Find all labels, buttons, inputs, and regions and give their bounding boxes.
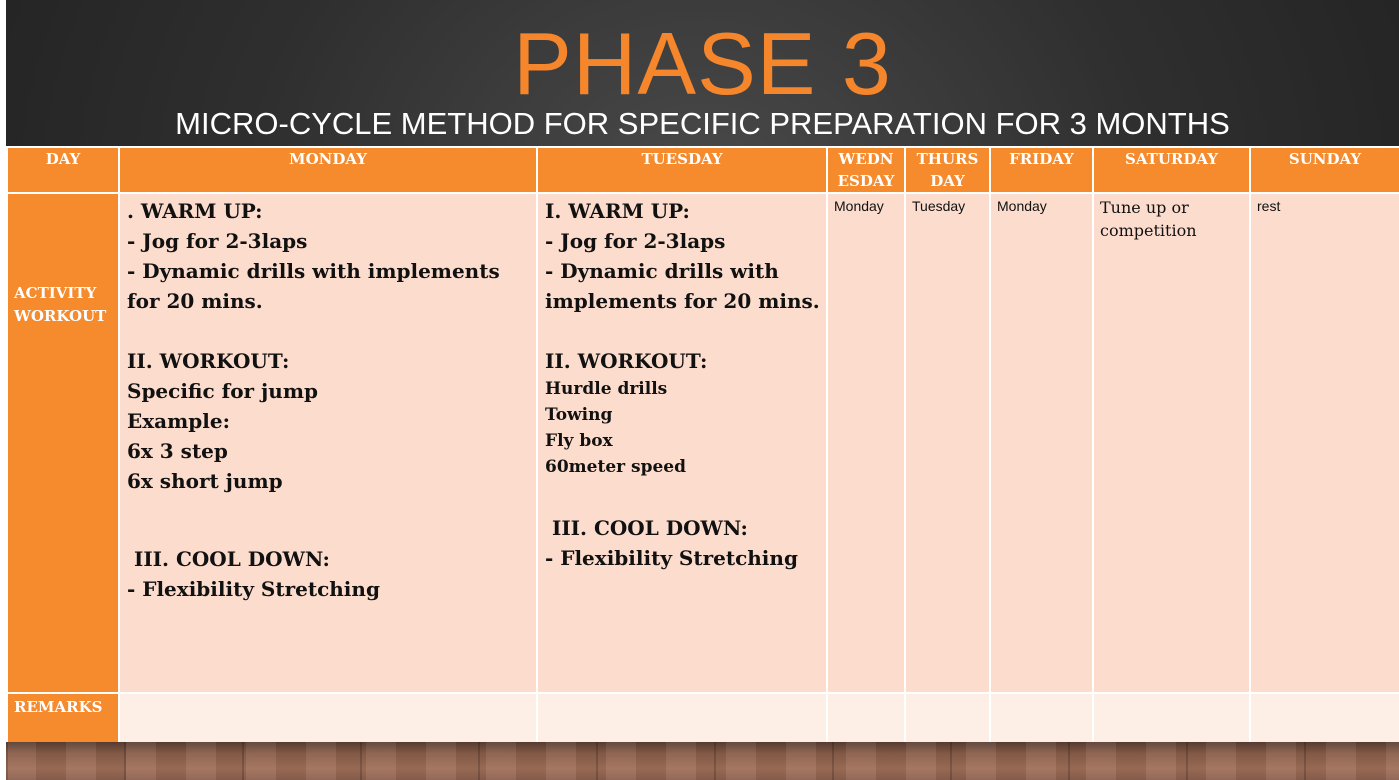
thursday-cell [905, 193, 990, 693]
header-sunday: SUNDAY [1250, 147, 1399, 193]
activity-row [7, 193, 1399, 693]
thursday-value: Tuesday [912, 198, 966, 214]
wednesday-cell [827, 193, 905, 693]
header-saturday: SATURDAY [1093, 147, 1250, 193]
header-thursday [905, 147, 990, 193]
monday-line: - Flexibility Stretching [127, 577, 380, 601]
row-label-activity [7, 193, 119, 693]
remarks-sunday-cell [1250, 693, 1399, 748]
row-label-remarks [7, 693, 119, 748]
header-tuesday: TUESDAY [537, 147, 827, 193]
tuesday-line: Towing [545, 405, 613, 425]
header-row [7, 147, 1399, 193]
remarks-row [7, 693, 1399, 748]
monday-line: - Jog for 2-3laps [127, 229, 308, 253]
remarks-monday-cell [119, 693, 537, 748]
tuesday-line: - Jog for 2-3laps [545, 229, 726, 253]
remarks-thursday-cell [905, 693, 990, 748]
tuesday-cell [537, 193, 827, 693]
header-wednesday-line2: ESDAY [837, 172, 895, 190]
header-day: DAY [7, 147, 119, 193]
tuesday-workout-heading: II. WORKOUT: [545, 349, 708, 373]
tuesday-cooldown-heading: III. COOL DOWN: [545, 516, 748, 540]
schedule-table [6, 146, 1399, 749]
tuesday-line: - Flexibility Stretching [545, 546, 798, 570]
row-label-activity-line2: WORKOUT [14, 307, 107, 325]
monday-warmup-heading: . WARM UP: [127, 199, 263, 223]
wooden-floor [6, 742, 1399, 780]
monday-line: 6x 3 step [127, 439, 228, 463]
monday-content [120, 194, 536, 604]
header-thursday-line1: THURS [916, 150, 979, 168]
monday-line: Specific for jump [127, 379, 318, 403]
row-label-activity-line1: ACTIVITY [14, 284, 97, 302]
saturday-cell [1093, 193, 1250, 693]
friday-cell [990, 193, 1093, 693]
wednesday-value: Monday [834, 198, 884, 214]
monday-cooldown-heading: III. COOL DOWN: [127, 547, 330, 571]
tuesday-line: - Dynamic drills with implements for 20 mins. [545, 259, 820, 313]
monday-workout-heading: II. WORKOUT: [127, 349, 290, 373]
saturday-value: Tune up or competition [1100, 198, 1197, 240]
remarks-tuesday-cell [537, 693, 827, 748]
slide [6, 0, 1399, 780]
remarks-friday-cell [990, 693, 1093, 748]
tuesday-line: Fly box [545, 431, 613, 451]
slide-title: PHASE 3 [513, 14, 892, 113]
monday-line: - Dynamic drills with implements for 20 mins. [127, 259, 500, 313]
header-wednesday [827, 147, 905, 193]
tuesday-content [538, 194, 826, 573]
sunday-cell [1250, 193, 1399, 693]
tuesday-line: Hurdle drills [545, 379, 668, 399]
remarks-saturday-cell [1093, 693, 1250, 748]
sunday-value: rest [1257, 198, 1281, 214]
friday-value: Monday [997, 198, 1047, 214]
slide-subtitle: MICRO-CYCLE METHOD FOR SPECIFIC PREPARATION FOR 3 MONTHS [175, 106, 1230, 141]
monday-cell [119, 193, 537, 693]
remarks-wednesday-cell [827, 693, 905, 748]
monday-line: 6x short jump [127, 469, 283, 493]
header-friday: FRIDAY [990, 147, 1093, 193]
header-thursday-line2: DAY [930, 172, 965, 190]
monday-line: Example: [127, 409, 230, 433]
tuesday-warmup-heading: I. WARM UP: [545, 199, 690, 223]
header-wednesday-line1: WEDN [838, 150, 894, 168]
tuesday-line: 60meter speed [545, 457, 686, 477]
header-monday: MONDAY [119, 147, 537, 193]
row-label-remarks-text: REMARKS [14, 698, 103, 716]
